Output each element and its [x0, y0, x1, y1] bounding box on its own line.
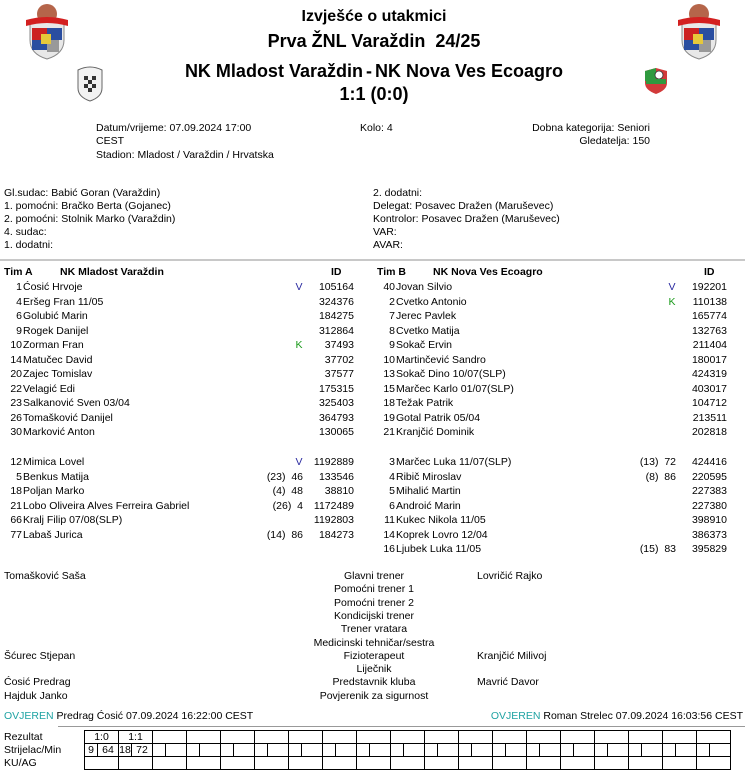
category-info	[532, 122, 650, 148]
player-id: 37702	[324, 353, 354, 366]
player-name: Kralj Filip 07/08(SLP)	[23, 514, 123, 526]
ku-ag-cell	[493, 757, 527, 770]
player-number: 10	[10, 339, 22, 351]
player-number: 18	[383, 397, 395, 409]
player-number: 40	[383, 281, 395, 293]
player-row	[0, 324, 370, 338]
player-name: Mihalić Martin	[396, 485, 461, 497]
staff-role: Predstavnik kluba	[332, 676, 416, 689]
player-name: Benkus Matija	[23, 470, 89, 483]
player-number: 22	[10, 382, 22, 395]
player-number: 4	[389, 470, 395, 483]
home-team-name: NK Mladost Varaždin	[184, 61, 363, 81]
scorer-number-cell	[391, 744, 404, 757]
player-name: Jerec Pavlek	[396, 310, 457, 322]
player-id: 227383	[691, 485, 727, 497]
player-row	[373, 309, 743, 323]
substitute-row	[373, 455, 743, 469]
player-number: 9	[389, 339, 395, 351]
player-id: 395829	[691, 543, 727, 555]
ku-ag-cell	[663, 757, 697, 770]
home-staff-name: Ćosić Predrag	[4, 676, 71, 689]
official-line: Kontrolor: Posavec Dražen (Maruševec)	[373, 213, 560, 225]
league-title: Prva ŽNL Varaždin 24/25	[267, 31, 481, 51]
player-number: 6	[389, 499, 395, 512]
official-line: VAR:	[373, 226, 397, 238]
player-id: 312864	[318, 324, 354, 337]
player-number: 23	[10, 397, 22, 409]
player-name: Matučec David	[23, 353, 93, 366]
player-name: Kranjčić Dominik	[396, 426, 475, 438]
player-id: 424416	[691, 456, 727, 468]
player-id: 1172489	[313, 499, 354, 512]
substitute-row	[373, 470, 743, 484]
away-staff-name: Mavrić Davor	[477, 676, 539, 689]
player-number: 11	[384, 514, 395, 526]
match-score: 1:1 (0:0)	[339, 84, 409, 104]
player-number: 10	[383, 353, 395, 366]
player-number: 16	[383, 543, 395, 555]
attendance-label: Gledatelja: 150	[579, 135, 650, 147]
player-name: Cvetko Antonio	[396, 295, 467, 308]
officials-left	[4, 187, 175, 252]
player-number: 30	[10, 426, 22, 438]
player-name: Androić Marin	[396, 499, 461, 512]
player-name: Lobo Oliveira Alves Ferreira Gabriel	[23, 499, 190, 512]
player-row	[373, 382, 743, 396]
verified-by: Roman Strelec 07.09.2024 16:03:56 CEST	[543, 710, 743, 722]
result-cell	[459, 731, 493, 744]
scorer-number-cell	[357, 744, 370, 757]
ku-ag-cell	[459, 757, 493, 770]
result-cell	[357, 731, 391, 744]
player-id: 213511	[692, 411, 727, 424]
player-id: 175315	[318, 382, 354, 395]
player-row	[0, 367, 370, 381]
player-name: Sokač Ervin	[396, 339, 453, 351]
player-id: 403017	[691, 382, 727, 395]
scorer-number-cell	[221, 744, 234, 757]
player-row	[0, 396, 370, 410]
grid-row-scorer	[85, 744, 731, 757]
player-name: Sokač Dino 10/07(SLP)	[396, 368, 506, 380]
ku-ag-cell	[289, 757, 323, 770]
player-name: Ćosić Hrvoje	[23, 281, 83, 293]
player-id: 130065	[318, 426, 354, 438]
player-name: Labaš Jurica	[23, 528, 83, 541]
player-name: Težak Patrik	[396, 397, 454, 409]
scorer-number-cell	[153, 744, 166, 757]
player-row	[373, 411, 743, 425]
player-number: 19	[383, 411, 395, 424]
result-cell: 1:1	[119, 731, 153, 744]
player-row	[0, 338, 370, 352]
substitute-row	[0, 499, 370, 513]
scorer-minute-cell: 72	[132, 744, 153, 757]
player-number: 18	[10, 485, 22, 497]
player-row	[373, 425, 743, 439]
ku-ag-cell	[527, 757, 561, 770]
ku-ag-cell	[391, 757, 425, 770]
player-name: Kukec Nikola 11/05	[396, 514, 486, 526]
match-title	[0, 61, 748, 82]
away-staff-name: Kranjčić Milivoj	[477, 649, 547, 662]
player-name: Zajec Tomislav	[23, 368, 93, 380]
player-id: 184273	[318, 528, 354, 541]
verified-status: OVJEREN	[4, 710, 54, 722]
team-b-name: NK Nova Ves Ecoagro	[433, 266, 543, 278]
team-a-label: Tim A	[4, 266, 33, 278]
player-id: 364793	[318, 411, 354, 424]
staff-role: Pomoćni trener 2	[334, 596, 414, 609]
player-id: 325403	[318, 397, 354, 409]
report-title: Izvješće o utakmici	[301, 8, 447, 25]
grid-row-ku-ag	[85, 757, 731, 770]
scorer-number-cell	[493, 744, 506, 757]
player-name: Gotal Patrik 05/04	[396, 411, 481, 424]
official-line: 2. dodatni:	[373, 187, 423, 199]
official-line: 2. pomoćni: Stolnik Marko (Varaždin)	[4, 213, 176, 225]
scorer-minute-cell	[234, 744, 255, 757]
substitution-info: (23) 46	[266, 470, 303, 483]
ku-ag-cell	[119, 757, 153, 770]
ku-ag-cell	[697, 757, 731, 770]
player-number: 21	[383, 426, 395, 438]
staff-role: Medicinski tehničar/sestra	[313, 636, 435, 649]
verified-status: OVJEREN	[490, 710, 541, 722]
substitution-info: (8) 86	[645, 470, 676, 483]
verified-by: Predrag Ćosić 07.09.2024 16:22:00 CEST	[56, 710, 254, 722]
player-id: 184275	[318, 310, 354, 322]
scorer-minute-cell	[200, 744, 221, 757]
captain-mark: K	[668, 295, 676, 308]
player-number: 12	[10, 456, 22, 468]
scorer-number-cell	[289, 744, 302, 757]
result-cell	[493, 731, 527, 744]
player-row	[0, 309, 370, 323]
substitution-info: (4) 48	[272, 485, 303, 497]
scorer-number-cell	[697, 744, 710, 757]
player-row	[0, 411, 370, 425]
ku-ag-cell	[221, 757, 255, 770]
goalkeeper-mark: V	[295, 456, 303, 468]
scorer-minute-cell	[642, 744, 663, 757]
scorer-minute-cell	[540, 744, 561, 757]
player-name: Koprek Lovro 12/04	[396, 528, 488, 541]
official-line: 4. sudac:	[4, 226, 47, 238]
goalkeeper-mark: V	[295, 281, 303, 293]
scorer-number-cell	[663, 744, 676, 757]
staff-role: Fizioterapeut	[343, 649, 405, 662]
player-number: 3	[389, 456, 395, 468]
player-row	[373, 353, 743, 367]
player-id: 37493	[324, 339, 354, 351]
player-number: 7	[389, 310, 395, 322]
player-name: Jovan Silvio	[396, 281, 453, 293]
player-id: 37577	[324, 368, 354, 380]
round-label: Kolo: 4	[360, 122, 393, 134]
player-number: 14	[10, 353, 22, 366]
player-row	[0, 280, 370, 294]
scorer-minute-cell	[302, 744, 323, 757]
scorer-number-cell	[629, 744, 642, 757]
official-line: 1. dodatni:	[4, 239, 54, 251]
result-cell	[221, 731, 255, 744]
player-id: 398910	[691, 514, 727, 526]
player-id: 1192889	[313, 456, 354, 468]
ku-ag-cell	[255, 757, 289, 770]
player-name: Velagić Edi	[23, 382, 75, 395]
player-number: 77	[10, 528, 22, 541]
home-staff-name: Hajduk Janko	[4, 689, 68, 702]
player-id: 386373	[691, 528, 727, 541]
player-name: Zorman Fran	[23, 339, 84, 351]
player-name: Golubić Marin	[23, 310, 88, 322]
scorer-number-cell	[323, 744, 336, 757]
player-number: 2	[389, 295, 395, 308]
team-b-label: Tim B	[377, 266, 406, 278]
substitute-row	[373, 499, 743, 513]
player-name: Tomašković Danijel	[23, 411, 113, 424]
scorer-number-cell	[255, 744, 268, 757]
scorer-minute-cell	[710, 744, 731, 757]
player-id: 38810	[324, 485, 354, 497]
player-id: 227380	[691, 499, 727, 512]
official-line: AVAR:	[373, 239, 403, 251]
result-cell	[391, 731, 425, 744]
age-category-label: Dobna kategorija: Seniori	[532, 122, 650, 134]
result-cell	[187, 731, 221, 744]
result-cell	[629, 731, 663, 744]
home-staff-name: Tomašković Saša	[4, 570, 86, 582]
player-name: Marković Anton	[23, 426, 95, 438]
staff-role: Liječnik	[356, 663, 392, 676]
scorer-minute-cell	[336, 744, 357, 757]
scorer-number-cell: 18	[119, 744, 131, 756]
staff-role: Povjerenik za sigurnost	[319, 689, 429, 702]
ku-ag-cell	[187, 757, 221, 770]
scorer-number-cell	[425, 744, 438, 757]
result-cell	[527, 731, 561, 744]
away-verification	[491, 710, 743, 722]
ku-ag-cell	[595, 757, 629, 770]
away-staff-name: Lovričić Rajko	[477, 570, 543, 582]
player-name: Ljubek Luka 11/05	[396, 543, 482, 555]
result-cell	[561, 731, 595, 744]
player-id: 211404	[692, 339, 727, 351]
scorer-number-cell: 9	[85, 744, 98, 757]
scorer-minute-cell	[438, 744, 459, 757]
grid-label-scorer: Strijelac/Min	[4, 744, 62, 756]
team-a-name: NK Mladost Varaždin	[60, 266, 164, 278]
ku-ag-cell	[323, 757, 357, 770]
player-id: 180017	[691, 353, 727, 366]
player-row	[373, 338, 743, 352]
staff-role: Glavni trener	[343, 570, 405, 582]
captain-mark: K	[295, 339, 303, 351]
player-number: 21	[10, 499, 22, 512]
result-cell	[323, 731, 357, 744]
player-number: 6	[16, 310, 22, 322]
player-row	[373, 280, 743, 294]
player-row	[0, 295, 370, 309]
player-name: Eršeg Fran 11/05	[23, 295, 104, 308]
player-row	[0, 353, 370, 367]
stadium-label: Stadion: Mladost / Varaždin / Hrvatska	[96, 149, 274, 161]
player-id: 220595	[691, 470, 727, 483]
result-cell	[425, 731, 459, 744]
player-id: 192201	[691, 281, 727, 293]
substitute-row	[0, 513, 370, 527]
team-b-id-header: ID	[704, 266, 715, 278]
player-number: 5	[389, 485, 395, 497]
player-number: 8	[389, 324, 395, 337]
player-row	[0, 425, 370, 439]
official-line: Delegat: Posavec Dražen (Maruševec)	[373, 200, 554, 212]
match-datetime	[96, 122, 274, 162]
player-name: Salkanović Sven 03/04	[23, 397, 130, 409]
grid-label-result: Rezultat	[4, 731, 43, 743]
scorer-minute-cell	[506, 744, 527, 757]
scorer-minute-cell	[608, 744, 629, 757]
scorer-minute-cell	[404, 744, 425, 757]
home-staff-name: Šćurec Stjepan	[4, 649, 76, 662]
scorer-minute-cell	[472, 744, 493, 757]
player-id: 133546	[318, 470, 354, 483]
substitute-row	[0, 484, 370, 498]
player-row	[373, 295, 743, 309]
scorer-minute-cell	[370, 744, 391, 757]
result-cell	[255, 731, 289, 744]
player-row	[373, 367, 743, 381]
home-verification	[4, 710, 253, 722]
substitute-row	[0, 528, 370, 542]
scorer-minute-cell	[676, 744, 697, 757]
player-name: Mimica Lovel	[23, 456, 85, 468]
player-number: 15	[383, 382, 395, 395]
ku-ag-cell	[425, 757, 459, 770]
substitute-row	[373, 542, 743, 556]
scorer-minute-cell: 64	[98, 744, 119, 757]
substitute-row	[373, 484, 743, 498]
player-row	[373, 324, 743, 338]
player-id: 110138	[692, 295, 727, 308]
scorer-number-cell	[561, 744, 574, 757]
player-id: 424319	[691, 368, 727, 380]
score-grid-labels	[4, 731, 61, 770]
grid-row-result	[85, 731, 731, 744]
team-a-id-header: ID	[331, 266, 342, 278]
scorer-number-cell	[459, 744, 472, 757]
result-cell	[153, 731, 187, 744]
player-name: Marčec Karlo 01/07(SLP)	[396, 382, 514, 395]
datetime-label: Datum/vrijeme: 07.09.2024 17:00	[96, 122, 252, 134]
result-cell	[289, 731, 323, 744]
player-id: 324376	[318, 295, 354, 308]
staff-role: Kondicijski trener	[334, 609, 414, 622]
player-number: 13	[383, 368, 395, 380]
result-cell	[697, 731, 731, 744]
player-number: 26	[10, 411, 22, 424]
grid-label-ku-ag: KU/AG	[4, 757, 37, 769]
player-id: 132763	[691, 324, 727, 337]
timezone-label: CEST	[96, 135, 125, 147]
player-name: Poljan Marko	[23, 485, 85, 497]
player-id: 165774	[691, 310, 727, 322]
ku-ag-cell	[357, 757, 391, 770]
player-row	[0, 382, 370, 396]
player-id: 104712	[691, 397, 727, 409]
substitute-row	[0, 455, 370, 469]
staff-role: Trener vratara	[340, 623, 408, 636]
ku-ag-cell	[629, 757, 663, 770]
ku-ag-cell	[85, 757, 119, 770]
goalkeeper-mark: V	[668, 281, 676, 293]
scorer-number-cell	[595, 744, 608, 757]
scorer-number-cell	[527, 744, 540, 757]
player-number: 4	[16, 295, 22, 308]
scorer-minute-cell	[166, 744, 187, 757]
player-name: Cvetko Matija	[396, 324, 460, 337]
result-cell	[595, 731, 629, 744]
result-cell	[663, 731, 697, 744]
team-separator: -	[365, 61, 372, 81]
player-number: 66	[10, 514, 22, 526]
section-divider	[0, 259, 745, 261]
ku-ag-cell	[153, 757, 187, 770]
player-number: 5	[16, 470, 22, 483]
staff-role: Pomoćni trener 1	[334, 583, 414, 596]
player-number: 14	[383, 528, 395, 541]
substitute-row	[373, 513, 743, 527]
player-name: Rogek Danijel	[23, 324, 89, 337]
officials-right	[373, 187, 560, 252]
player-number: 9	[16, 324, 22, 337]
player-id: 105164	[318, 281, 354, 293]
substitute-row	[0, 470, 370, 484]
official-line: 1. pomoćni: Bračko Berta (Gojanec)	[4, 200, 171, 212]
substitute-row	[373, 528, 743, 542]
scorer-minute-cell	[574, 744, 595, 757]
player-name: Marčec Luka 11/07(SLP)	[396, 456, 512, 468]
grid-top-divider	[58, 726, 745, 727]
score-grid	[84, 730, 731, 770]
substitution-info: (15) 83	[639, 543, 676, 555]
result-cell: 1:0	[85, 731, 119, 744]
substitution-info: (13) 72	[639, 456, 676, 468]
official-line: Gl.sudac: Babić Goran (Varaždin)	[4, 187, 161, 199]
player-name: Ribič Miroslav	[396, 470, 462, 483]
player-number: 20	[10, 368, 22, 380]
scorer-minute-cell	[268, 744, 289, 757]
substitution-info: (26) 4	[272, 499, 303, 512]
player-row	[373, 396, 743, 410]
player-name: Martinčević Sandro	[396, 353, 486, 366]
player-id: 202818	[691, 426, 727, 438]
player-number: 1	[16, 281, 22, 293]
away-team-name: NK Nova Ves Ecoagro	[374, 61, 564, 81]
scorer-number-cell	[187, 744, 200, 757]
ku-ag-cell	[561, 757, 595, 770]
substitution-info: (14) 86	[266, 528, 303, 541]
player-id: 1192803	[313, 514, 354, 526]
